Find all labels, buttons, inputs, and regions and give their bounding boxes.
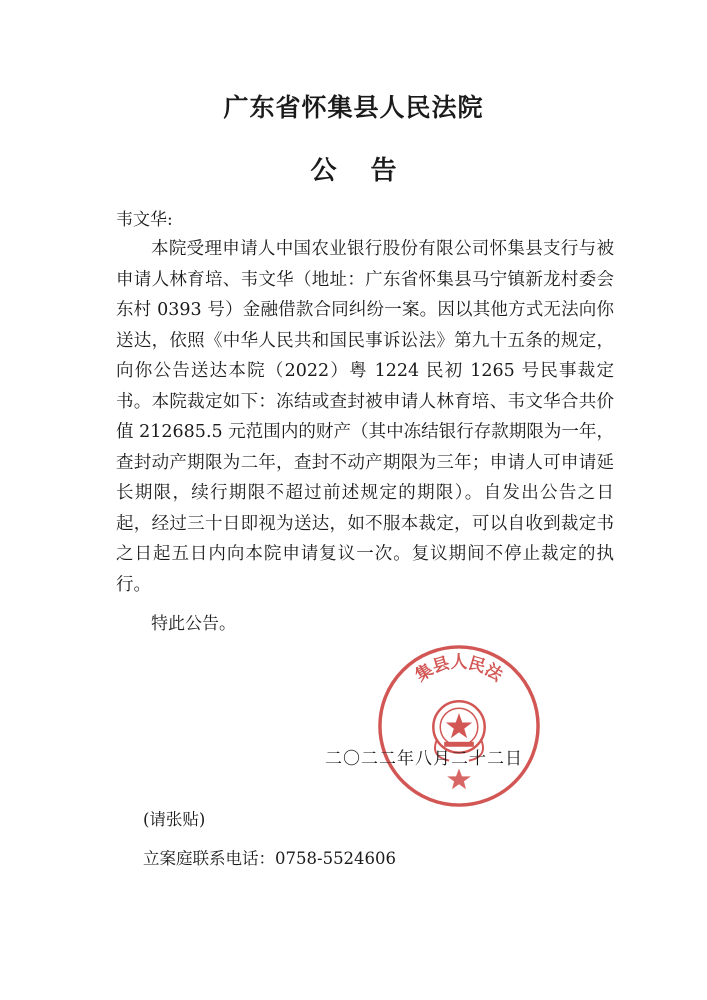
posting-note: (请张贴) — [143, 810, 206, 829]
addressee: 韦文华: — [116, 210, 173, 230]
notice-title: 公告 — [310, 156, 431, 186]
notice-date: 二〇二二年八月二十二日 — [325, 749, 523, 769]
seal-text-path: 集县人民法 — [411, 651, 507, 686]
closing-line: 特此公告。 — [151, 614, 236, 634]
court-name: 广东省怀集县人民法院 — [223, 93, 484, 122]
seal-text — [411, 652, 506, 685]
contact-phone: 立案庭联系电话：0758-5524606 — [143, 849, 397, 868]
court-seal — [375, 642, 543, 810]
notice-body: 本院受理申请人中国农业银行股份有限公司怀集县支行与被申请人林育培、韦文华（地址：广东省怀集县马宁镇新龙村委会东村 0393 号）金融借款合同纠纷一案。因以其他方式无法向你送达，依照《中华人民共和国民事诉讼法》第九十五条的规定，向你公告送达本院（2022）粤 1224 民初 1265 号民事裁定书。本院裁定如下：冻结或查封被申请人林育培、韦文华合共价值 212685.5 元范围内的财产（其中冻结银行存款期限为一年，查封动产期限为二年，查封不动产期限为三年；申请人可申请延长期限，续行期限不超过前述规定的期限）。自发出公告之日起，经过三十日即视为送达，如不服本裁定，可以自收到裁定书之日起五日内向本院申请复议一次。复议期间不停止裁定的执行。 — [116, 239, 614, 595]
